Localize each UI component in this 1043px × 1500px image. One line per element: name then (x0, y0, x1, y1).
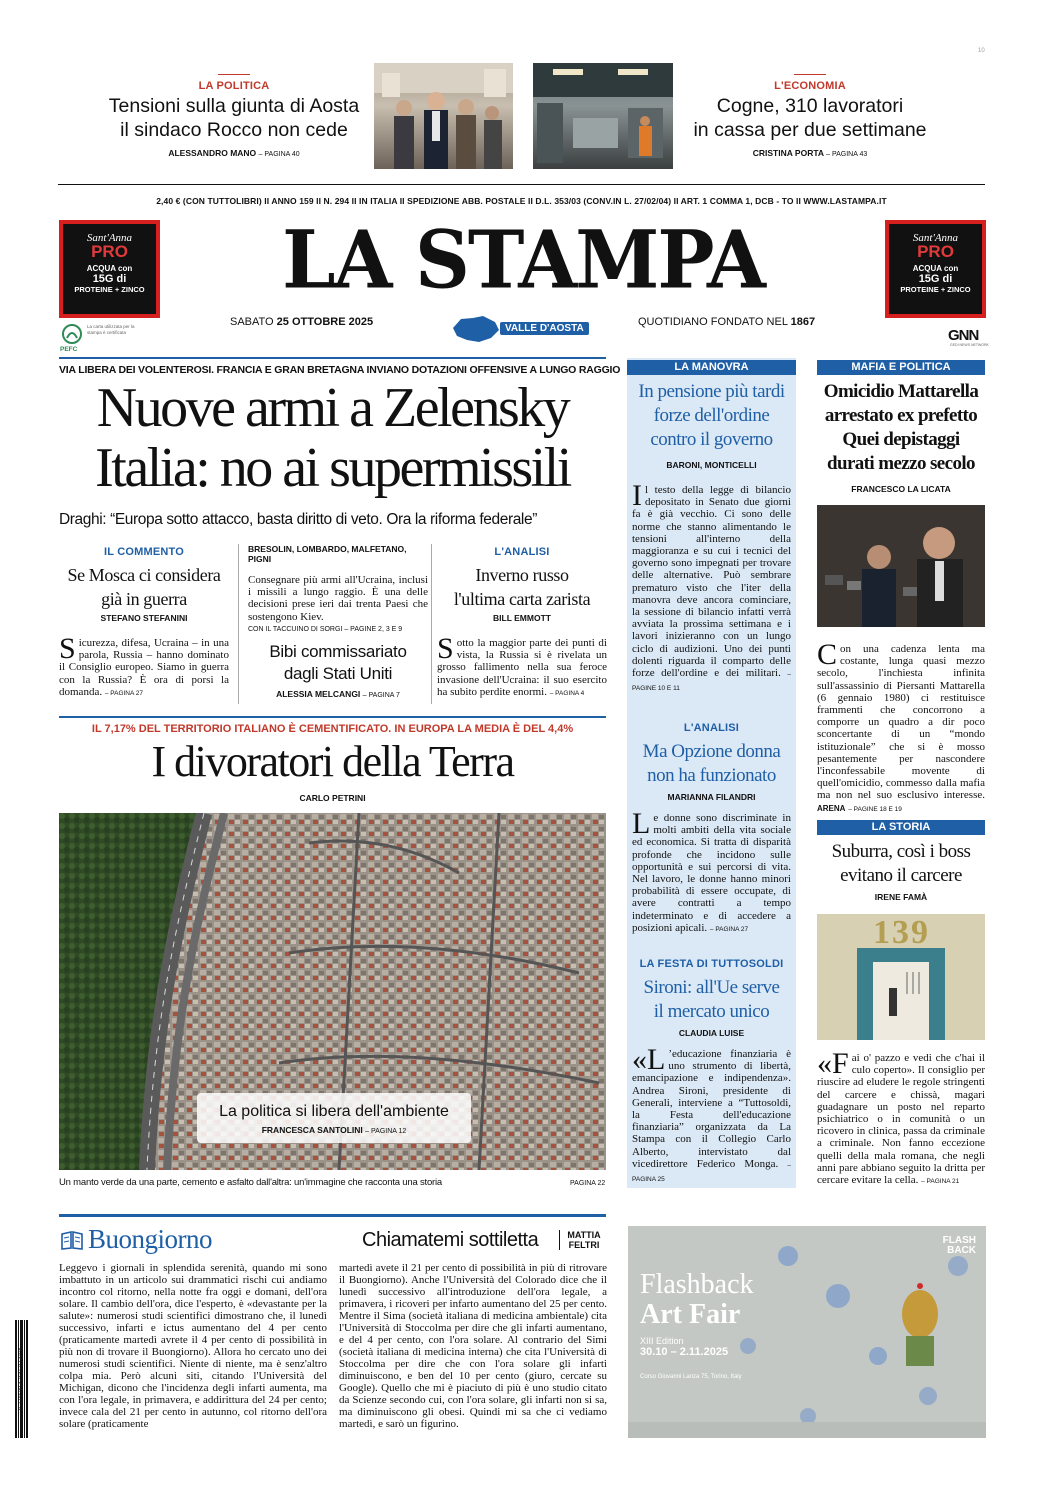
storia-text: «Fai o' pazzo e vedi che c'hai il culo coperto». Il consiglio per riuscire ad eludere le regole stringenti del carcere e chissà, magari guadagnare un posto nel reparto psichiatrico o in comunità o un ricovero in clinica, passa da criminale a criminale. Non fanno eccezione quelli della mala romana, che negli anni pare abbiano seguito la dritta per cercare evitare la cella. – PAGINA 21 (817, 1047, 985, 1187)
mafia-article[interactable]: Omicidio Mattarella arrestato ex prefetto Quei depistaggi durati mezzo secolo FRANCESCO LA LICATA (817, 380, 985, 494)
flashback-title: Flashback (640, 1269, 754, 1300)
region-badge[interactable]: VALLE D'AOSTA (500, 322, 589, 335)
analisi-left-text: Sotto la maggior parte dei punti di vista, la Russia si è rivelata un grosso fallimento nella sua feroce invasione dell'Ucraina: il suo esercito ha subito perdite enormi. – PAGINA 4 (437, 632, 607, 698)
buongiorno-author: MATTIA FELTRI (567, 1230, 601, 1250)
manovra-title: In pensione più tardi forze dell'ordine contro il governo (638, 381, 785, 450)
top-teaser-left[interactable] (100, 74, 368, 158)
corner-mark: 10 (978, 48, 985, 54)
edition-info-line: 2,40 € (CON TUTTOLIBRI) II ANNO 159 II N. 294 II IN ITALIA II SPEDIZIONE ABB. POSTALE II D.L. 353/03 (CONV.IN L. 27/02/04) II ART. 1 COMMA 1, DCB - TO II WWW.LASTAMPA.IT (156, 196, 887, 206)
buongiorno-col1: Leggevo i giornali in splendida serenità, quando mi sono imbattuto in un articolo sui drammatici rischi cui andiamo incontro col ritorno, nella notte fra oggi e domani, dell'ora solare. Il cambio dell'ora, dice l'esperto, è «devastante per la salute»: numerosi studi scientifici dimostrano che, il lunedì successivo, infarti e ictus aumentano del 4 per cento (praticamente martedì avrete il 4 per cento di possibilità in più non di trovare il Buongiorno). Allora ho cercato uno dei numerosi studi scientifici. Niente di niente, ma è senz'altro colpa mia. Però alcuni siti, citando l'Università del Michigan, dicono che l'incidenza degli infarti aumenta, ma con l'ora legale, in primavera, e addirittura del 24 per cento; invece cala del 21 per cento in autunno, col ritorno dell'ora solare (praticamente (59, 1262, 327, 1430)
storia-article[interactable]: Suburra, così i boss evitano il carcere IRENE FAMÀ (817, 840, 985, 902)
teaser-byline: CRISTINA PORTA – PAGINA 43 (752, 148, 868, 158)
ear-ad-left[interactable]: Sant'Anna PRO ACQUA con 15G di PROTEINE + ZINCO (59, 220, 160, 318)
top-teaser-right[interactable] (680, 74, 940, 158)
book-icon (60, 1230, 84, 1250)
commento-article[interactable]: IL COMMENTO Se Mosca ci considera già in guerra STEFANO STEFANINI Sicurezza, difesa, Ucraina – in una parola, Russia – hanno dominato il Consiglio europeo. Siamo in guerra con la Russia? È ora di porsi la domanda. – PAGINA 27 (59, 546, 229, 700)
photo-cogne-factory (533, 63, 673, 169)
teaser-title: Cogne, 310 lavoratori in cassa per due settimane (693, 95, 927, 141)
pefc-logo-icon (60, 324, 84, 346)
gnn-logo: GNN (948, 327, 979, 344)
analisi-right-article[interactable]: L'ANALISI Ma Opzione donna non ha funzionato MARIANNA FILANDRI Le donne sono discriminate in molti ambiti della vita sociale ed economica. Si tratta di disparità profonde che incidono sulle opportunità e sui percorsi di vita. Nel lavoro, le donne hanno minori probabilità di essere occupate, di avere contratti a tempo indeterminato e di accedere a posizioni apicali. – PAGINA 27 (632, 722, 791, 936)
tuttosoldi-title: Sironi: all'Ue serve il mercato unico (643, 977, 780, 1022)
teaser-byline: ALESSANDRO MANO – PAGINA 40 (168, 148, 300, 158)
lead-center-column[interactable]: BRESOLIN, LOMBARDO, MALFETANO, PIGNI Consegnare più armi all'Ucraina, inclusi i missili a lungo raggio. È una delle decisioni prese ieri dai trenta Paesi che sostengono Kiev. CON IL TACCUINO DI SORGI – PAGINE 2, 3 E 9 Bibi commissariato dagli Stati Uniti ALESSIA MELCANGI – PAGINA 7 (248, 544, 428, 699)
flashback-logo: FLASH BACK (942, 1235, 976, 1256)
mafia-title: Omicidio Mattarella arrestato ex prefetto Quei depistaggi durati mezzo secolo (823, 381, 979, 474)
lead-kicker: VIA LIBERA DEI VOLENTEROSI. FRANCIA E GRAN BRETAGNA INVIANO DOTAZIONI OFFENSIVE A LUNGO RAGGIO (59, 364, 621, 376)
terra-overlay-box[interactable]: La politica si libera dell'ambiente FRANCESCA SANTOLINI – PAGINA 12 (197, 1093, 471, 1143)
lead-headline[interactable]: Nuove armi a Zelensky Italia: no ai supermissili (95, 377, 570, 499)
storia-title: Suburra, così i boss evitano il carcere (831, 841, 971, 886)
buongiorno-col2: martedì avete il 21 per cento di possibilità in più di ritrovare il Buongiorno). Anche l'Università del Colorado dice che il lunedì successivo all'introduzione dell'ora legale, a primavera, i ricoveri per infarto aumentano del 25 per cento. Mentre il Sima (società italiana di medicina ambientale) cita l'Università di Stoccolma per dire che gli infarti aumentano, e del 4 per cento, con l'ora solare. Al contrario del Simi (società italiana di medicina interna) che cita l'Università di Stoccolma per dire che con l'ora solare gli infarti diminuiscono, e ben del 10 per cento (giuro, cercate su Google). Quello che mi è piaciuto di più è uno studio citato da Scienze secondo cui, con l'ora solare, gli infarti non si sa, ma diminuiscono gli obesi. Quindi mi sa che ci vediamo martedì, e sarò un figurino. (339, 1262, 607, 1430)
mafia-bar: MAFIA E POLITICA (817, 360, 985, 375)
mafia-text: Con una cadenza lenta ma costante, lunga quasi mezzo secolo, l'inchiesta infinita sull'assassinio di Piersanti Mattarella (6 gennaio 1980) ci restituisce frammenti che concorrono a comporre un quadro a dir poco sconcertante di un “mondo istituzionale” che si è mosso pesantemente per nascondere l'inconfessabile movente di quell'omicidio, commesso dalla mafia ma non nel suo esclusivo interesse. ARENA – PAGINE 18 E 19 (817, 638, 985, 813)
commento-title: Se Mosca ci considera già in guerra (67, 565, 221, 609)
buongiorno-title[interactable]: Buongiorno (88, 1224, 213, 1254)
pefc-label: PEFC (60, 346, 78, 353)
photo-factory-illustration (533, 63, 673, 169)
teaser-kicker: LA POLITICA (198, 80, 270, 92)
flashback-ad-background (628, 1226, 986, 1438)
manovra-text: Il testo della legge di bilancio depositato in Senato due giorni fa è già vecchio. Ci sono delle norme che stanno alimentando le tensioni all'interno della maggioranza e su cui i tecnici del governo sono impegnati per trovare delle alternative. Può sembrare prematuro visto che l'iter della manovra deve ancora cominciare, la sessione di bilancio infatti verrà avviata la prossima settimana e i lavori inizieranno con un lungo ciclo di audizioni. Uno dei punti dolenti riguarda il comparto delle forze dell'ordine e dei militari. – PAGINE 10 E 11 (632, 479, 792, 693)
tuttosoldi-text: «L ’educazione finanziaria è uno strumento di libertà, emancipazione e indipendenza». Andrea Sironi, presidente di Generali, interviene a “Tuttosoldi, la Festa dell'educazione finanziaria” organizzata da La Stampa con il Collegio Carlo Alberto, intervistato dal vicedirettore Federico Monga. – PAGINA 25 (632, 1043, 792, 1184)
photo-people-illustration (374, 63, 513, 169)
commento-text: Sicurezza, difesa, Ucraina – in una parola, Russia – hanno dominato il Consiglio europeo. Siamo in guerra con la Russia? È ora di porsi la domanda. – PAGINA 27 (59, 632, 229, 698)
terra-headline[interactable]: I divoratori della Terra (151, 737, 514, 786)
buongiorno-column-title[interactable]: Chiamatemi sottiletta (362, 1229, 539, 1251)
analisi-left-title: Inverno russo l'ultima carta zarista (453, 565, 591, 609)
teaser-title: Tensioni sulla giunta di Aosta il sindaco Rocco non cede (108, 95, 360, 141)
flashback-art-fair-ad[interactable] (628, 1226, 986, 1438)
barcode-number: 9 771122 176153 51025 (19, 1345, 25, 1411)
photo-prison-cell (817, 914, 985, 1040)
masthead-founded: QUOTIDIANO FONDATO NEL 1867 (638, 316, 816, 328)
manovra-article[interactable]: In pensione più tardi forze dell'ordine contro il governo BARONI, MONTICELLI Il testo della legge di bilancio depositato in Senato due giorni fa è già vecchio. Ci sono delle norme che stanno alimentando le tensioni all'interno della maggioranza e su cui i tecnici del governo sono impegnati per trovare delle alternative. Può sembrare prematuro visto che l'iter della manovra deve ancora cominciare, la sessione di bilancio infatti verrà avviata la prossima settimana e i lavori inizieranno con un lungo ciclo di audizioni. Uno dei punti dolenti riguarda il comparto delle forze dell'ordine e dei militari. – PAGINE 10 E 11 (632, 380, 791, 695)
terra-caption-page: PAGINA 22 (570, 1180, 606, 1187)
flashback-address: Corso Giovanni Lanza 75, Torino, Italy (640, 1374, 742, 1380)
teaser-kicker: L'ECONOMIA (774, 80, 846, 92)
flashback-edition: XIII Edition (640, 1336, 684, 1346)
masthead-title[interactable]: LA STAMPA (282, 212, 764, 307)
analisi-right-text: Le donne sono discriminate in molti ambiti della vita sociale ed economica. Si tratta di disparità profonde che incidono sulle opportunità e sui percorsi di vita. Nel lavoro, le donne hanno minori probabilità di essere occupate, di avere contratti a tempo indeterminato e di accedere a posizioni apicali. – PAGINA 27 (632, 807, 791, 934)
pefc-note: La carta utilizzata per la stampa è certificata (87, 324, 135, 335)
tuttosoldi-article[interactable]: LA FESTA DI TUTTOSOLDI Sironi: all'Ue serve il mercato unico CLAUDIA LUISE «L ’educazione finanziaria è uno strumento di libertà, emancipazione e indipendenza». Andrea Sironi, presidente di Generali, interviene a “Tuttosoldi, la Festa dell'educazione finanziaria” organizzata da La Stampa con il Collegio Carlo Alberto, intervistato dal vicedirettore Federico Monga. – PAGINA 25 (632, 958, 791, 1186)
terra-kicker: IL 7,17% DEL TERRITORIO ITALIANO È CEMENTIFICATO. IN EUROPA LA MEDIA È DEL 4,4% (91, 723, 574, 735)
top-divider (58, 184, 985, 185)
taccuino-line: CON IL TACCUINO DI SORGI – PAGINE 2, 3 E 9 (248, 625, 403, 633)
storia-bar: LA STORIA (817, 820, 985, 835)
valle-daosta-map-icon (451, 314, 501, 344)
flashback-subtitle: Art Fair (640, 1299, 741, 1330)
photo-mattarella-case (817, 505, 985, 627)
manovra-bar: LA MANOVRA (627, 360, 796, 375)
terra-photo-caption: Un manto verde da una parte, cemento e asfalto dall'altra: un'immagine che racconta una storia (59, 1177, 443, 1188)
photo-press-illustration (817, 505, 985, 627)
flashback-dates: 30.10 – 2.11.2025 (640, 1346, 729, 1358)
bibi-title: Bibi commissariato dagli Stati Uniti (269, 641, 407, 683)
analisi-right-title: Ma Opzione donna non ha funzionato (642, 741, 781, 786)
gnn-note: GEDI NEWS NETWORK (950, 343, 989, 347)
analisi-left-article[interactable]: L'ANALISI Inverno russo l'ultima carta zarista BILL EMMOTT Sotto la maggior parte dei punti di vista, la Russia si è rivelata un grosso fallimento nella sua feroce invasione dell'Ucraina: il suo esercito ha subito perdite enormi. – PAGINA 4 (437, 546, 607, 700)
ear-ad-right[interactable]: Sant'Anna PRO ACQUA con 15G di PROTEINE + ZINCO (885, 220, 986, 318)
photo-aosta-mayor (374, 63, 513, 169)
masthead-date: SABATO 25 OTTOBRE 2025 (230, 316, 374, 328)
prison-cell-number: 139 (873, 914, 930, 951)
terra-author: CARLO PETRINI (299, 793, 366, 803)
lead-subhead: Draghi: “Europa sotto attacco, basta diritto di veto. Ora la riforma federale” (59, 511, 537, 528)
